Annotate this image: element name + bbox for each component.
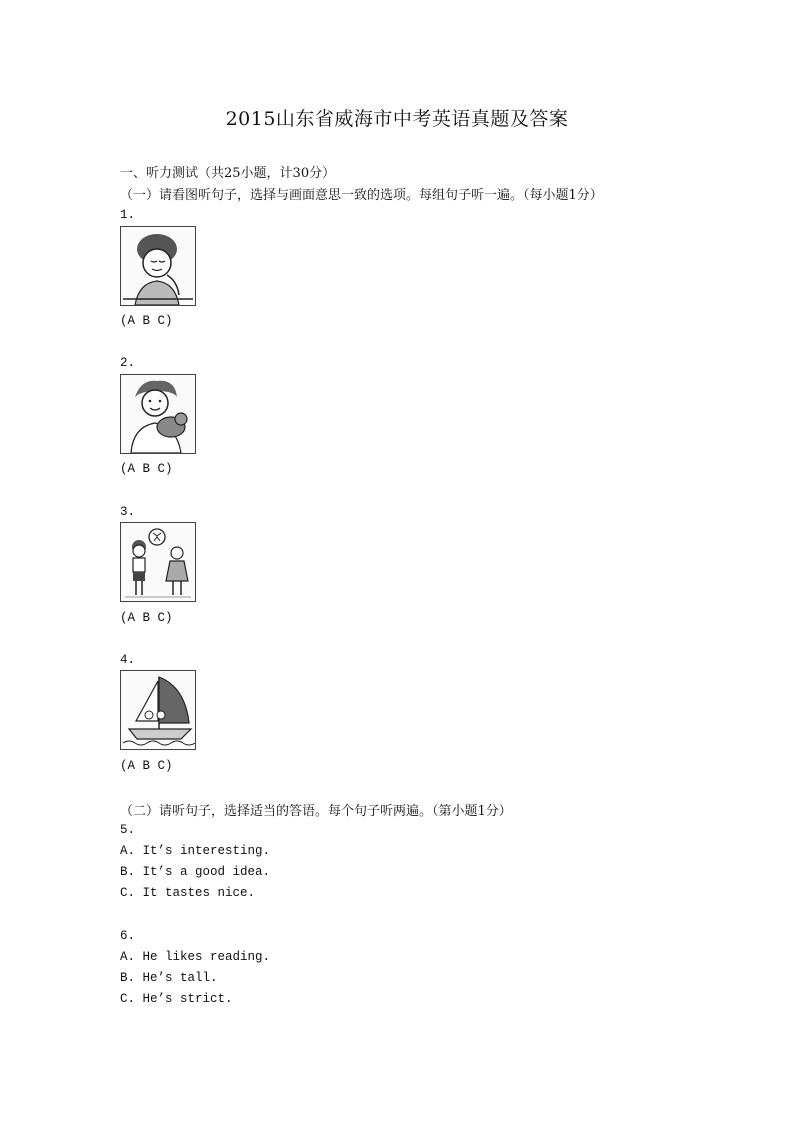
- answer-choice: B. He’s tall.: [120, 971, 218, 985]
- item-number: 2.: [120, 356, 136, 370]
- part1-instruction: （一）请看图听句子，选择与画面意思一致的选项。每组句子听一遍。（每小题1分）: [120, 188, 603, 203]
- answer-choice: C. It tastes nice.: [120, 886, 256, 900]
- girl-holding-puppy-illustration: [120, 374, 196, 454]
- item-number: 4.: [120, 653, 136, 667]
- item-number: 3.: [120, 505, 136, 519]
- item-options: (A B C): [120, 462, 173, 476]
- kids-playing-ball-illustration: [120, 522, 196, 602]
- question-number: 5.: [120, 823, 136, 837]
- answer-choice: B. It’s a good idea.: [120, 865, 271, 879]
- answer-choice: A. He likes reading.: [120, 950, 271, 964]
- answer-choice: A. It’s interesting.: [120, 844, 271, 858]
- question-number: 6.: [120, 929, 136, 943]
- item-options: (A B C): [120, 314, 173, 328]
- kids-sailing-boat-illustration: [120, 670, 196, 750]
- boy-thinking-illustration: [120, 226, 196, 306]
- item-options: (A B C): [120, 759, 173, 773]
- page-title: 2015山东省威海市中考英语真题及答案: [225, 108, 569, 130]
- item-number: 1.: [120, 208, 136, 222]
- item-options: (A B C): [120, 611, 173, 625]
- answer-choice: C. He’s strict.: [120, 992, 233, 1006]
- part2-instruction: （二）请听句子，选择适当的答语。每个句子听两遍。（第小题1分）: [120, 804, 512, 819]
- section-heading: 一、听力测试（共25小题，计30分）: [120, 166, 336, 181]
